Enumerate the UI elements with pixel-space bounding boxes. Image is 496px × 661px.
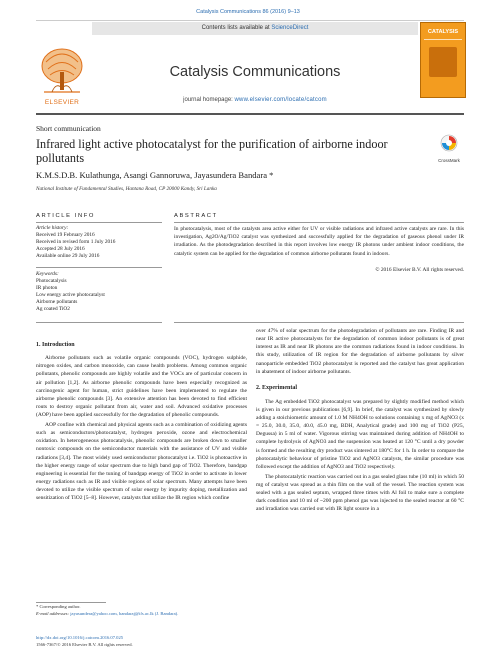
email-links[interactable]: jayasundera@yahoo.com, bandaraj@ifs.ac.lk (J. Bandara). (70, 610, 179, 616)
cover-strip (424, 39, 462, 40)
corresponding-author: * Corresponding author. (36, 604, 81, 609)
footnote (36, 604, 256, 617)
divider (36, 222, 162, 223)
affiliation: National Institute of Fundamental Studies, Hantana Road, CP 20000 Kandy, Sri Lanka (36, 186, 217, 192)
divider (36, 322, 162, 323)
section-title-introduction: 1. Introduction (36, 342, 75, 348)
copyright: © 2016 Elsevier B.V. All rights reserved. (375, 267, 464, 273)
crossmark-icon (440, 134, 458, 152)
history-item: Received 19 February 2016 (36, 232, 95, 238)
history-item: Available online 29 July 2016 (36, 253, 100, 259)
divider (36, 267, 162, 268)
paragraph: The Ag embedded TiO2 photocatalyst was prepared by slightly modified method which is given in our previous publications [6,9]. In brief, the catalyst was synthesized by slowly adding a stoichiometric amount of 1.0 M NH4OH to solutions containing x mg of AgNO3 (x = 25.0, 30.0, 35.0, 40.0, 45.0 mg, BDH, Analytical grade) and 100 mg of TiO2 (P25, Degussa) in 5 ml of water. Vigorous stirring was maintained during addition of NH4OH to complete hydrolysis of AgNO3 and the suspension was heated at 120 °C until a dry powder is formed and the resulting dry product was sintered at 180°C for 1 h. In order to compare the photocatalytic behaviour of pristine TiO2 and AgNO3 catalysts, the similar procedure was followed except the addition of AgNO3 and TiO2 respectively. (256, 398, 464, 470)
keyword: Photocatalysis (36, 278, 67, 284)
cover-image (429, 47, 457, 77)
journal-reference[interactable]: Catalysis Communications 86 (2016) 9–13 (196, 9, 300, 15)
paragraph: Airborne pollutants such as volatile organic compounds (VOC), hydrogen sulphide, nitrogen oxides, and carbon monoxide, can cause health problems. Among common organic pollutants, phenolic compounds are highly volatile and the VOCs are of particular concern in air pollution [1,2]. As airborne phenolic compounds have been especially recognized as carcinogenic agent for human, strict guidelines have been implemented to regulate the airborne phenolic compounds [3]. An extensive attention has been devoted to find efficient routs to destroy organic pollutant from air, water and soil. Advanced oxidative processes (AOP) have been applied successfully for the degradation of phenolic compounds. (36, 355, 247, 419)
history-item: Accepted 28 July 2016 (36, 246, 85, 252)
footnote-divider (36, 602, 106, 603)
body-left-column (36, 341, 247, 504)
elsevier-tree-logo (36, 42, 88, 100)
sciencedirect-link[interactable]: ScienceDirect (271, 25, 309, 31)
homepage-link[interactable]: www.elsevier.com/locate/catcom (234, 97, 327, 103)
doi-link[interactable]: http://dx.doi.org/10.1016/j.catcom.2016.07.025 (36, 635, 124, 640)
history-item: Received in revised form 1 July 2016 (36, 239, 116, 245)
journal-homepage (92, 97, 418, 103)
journal-cover[interactable] (420, 22, 466, 98)
abstract-heading: ABSTRACT (174, 213, 218, 219)
keyword: Ag coated TiO2 (36, 306, 70, 312)
article-title: Infrared light active photocatalyst for the purification of airborne indoor pollutants (36, 137, 388, 165)
history-label: Article history: (36, 225, 69, 231)
divider (174, 222, 464, 223)
crossmark-label: CrossMark (438, 158, 460, 163)
cover-title: CATALYSIS (427, 29, 459, 35)
keywords-label: Keywords: (36, 271, 59, 277)
keyword: Airborne pollutants (36, 299, 78, 305)
abstract-text: In photocatalysis, most of the catalysts area active either for UV or visible radiations and infrared active catalysts are rare. In this investigation, Ag2O/Ag/TiO2 catalyst was synthesized and successfully applied for the degradation of gaseous phenol under IR irradiation. As the photodegradation described in this report involves low energy IR photons under ambient indoor conditions, the catalytic system can be applied for the degradation of common airborne pollutants found in indoors. (174, 226, 464, 257)
email-prefix: E-mail addresses: (36, 610, 71, 616)
paragraph: The photocatalytic reaction was carried out in a gas sealed glass tube (10 ml) in which 50 mg of catalyst was spread as a thin film on the wall of the vessel. The reaction system was sealed with a gas sealed septum, wrapped three times with Al foil to make sure a complete dark condition and 10 ml of ~200 ppm phenol gas was injected to the sealed reactor at 60 °C and irradiation was carried out with IR light source in a (256, 473, 464, 513)
paragraph: AOP confine with chemical and physical agents such as a combination of oxidizing agents such as semiconductors/photocatalyst, hydrogen peroxide, ozone and electrochemical oxidation. In heterogeneous photocatalysis, phenolic compounds are broken down to smaller nontoxic compounds on the semiconductor materials with the assistance of UV and visible radiations [3,4]. The most widely used semiconductor photocatalyst i.e. TiO2 is photoactive in the higher energy range of solar spectrum due to high band gap of TiO2. Therefore, bandgap engineering is essential for the tuning of bandgap energy of TiO2 in order to activate in lower energy radiations such as IR and visible regions of solar spectrum. Many attempts have been devoted to utilize the visible spectrum of solar energy by impurity doping, metallization and sensitization of TiO2 [5–8]. However, catalysts that utilize the IR region which confine (36, 421, 247, 502)
journal-title: Catalysis Communications (169, 64, 341, 80)
issn-line: 1566-7367/© 2016 Elsevier B.V. All rights reserved. (36, 642, 133, 647)
homepage-prefix: journal homepage: (183, 97, 235, 103)
publisher-name: ELSEVIER (44, 99, 80, 106)
keyword: Low energy active photocatalyst (36, 292, 105, 298)
divider (174, 322, 464, 323)
email-line (36, 611, 256, 618)
section-title-experimental: 2. Experimental (256, 385, 297, 392)
paragraph-continuation: over 47% of solar spectrum for the photodegradation of pollutants are rare. Finding IR and near IR active photocatalysts for the degradation of common indoor pollutants is of great interest as IR and near IR photons are the common radiations found in indoor conditions. In this study, utilization of IR region for the degradation of airborne pollutants by silver nanoparticle embedded TiO2 photocatalyst is reported and the catalyst has great application in abatement of indoor airborne pollutants. (256, 328, 464, 375)
article-type: Short communication (36, 124, 101, 133)
authors: K.M.S.D.B. Kulathunga, Asangi Gannoruwa, Jayasundera Bandara * (36, 170, 274, 180)
keyword: IR photon (36, 285, 58, 291)
contents-bar (92, 22, 418, 35)
contents-prefix: Contents lists available at (201, 25, 272, 31)
spacer (256, 377, 464, 384)
body-right-column (256, 327, 464, 515)
article-info-heading: ARTICLE INFO (36, 213, 96, 219)
crossmark-badge[interactable] (434, 134, 464, 163)
